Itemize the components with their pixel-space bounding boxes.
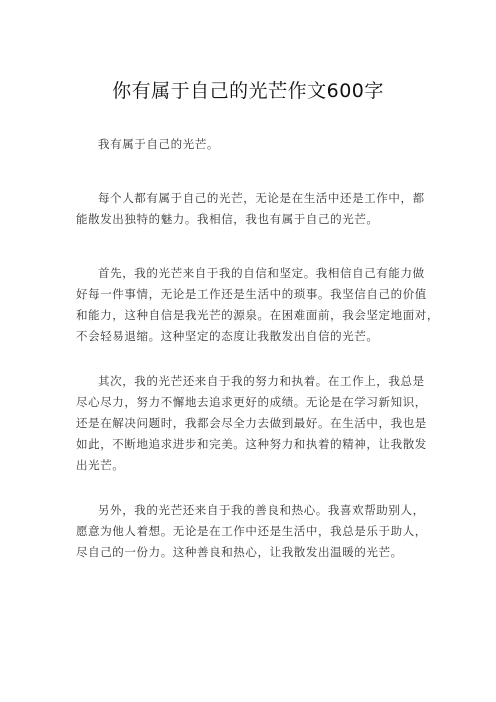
- paragraph-4-line-4: 如此，不断地追求进步和完美。这种努力和执着的精神，让我散发: [76, 437, 427, 451]
- paragraph-3-line-1: 首先，我的光芒来自于我的自信和坚定。我相信自己有能力做: [98, 266, 425, 280]
- paragraph-2-line-2: 能散发出独特的魅力。我相信，我也有属于自己的光芒。: [76, 212, 379, 226]
- paragraph-3-line-2: 好每一件事情，无论是工作还是生活中的琐事。我坚信自己的价值: [76, 287, 427, 301]
- paragraph-5-line-3: 尽自己的一份力。这种善良和热心，让我散发出温暖的光芒。: [76, 545, 403, 559]
- paragraph-5-line-2: 愿意为他人着想。无论是在工作中还是生活中，我总是乐于助人，: [76, 524, 427, 538]
- paragraph-4-line-1: 其次，我的光芒还来自于我的努力和执着。在工作上，我总是: [98, 374, 425, 388]
- document-body: [76, 0, 439, 702]
- paragraph-3-line-4: 不会轻易退缩。这种坚定的态度让我散发出自信的光芒。: [76, 329, 379, 343]
- paragraph-4-line-5: 出光芒。: [76, 458, 125, 472]
- paragraph-4-line-2: 尽心尽力，努力不懈地去追求更好的成绩。无论是在学习新知识，: [76, 395, 427, 409]
- document-title: 你有属于自己的光芒作文600字: [112, 80, 384, 102]
- paragraph-5-line-1: 另外，我的光芒还来自于我的善良和热心。我喜欢帮助别人，: [98, 503, 425, 517]
- paragraph-2-line-1: 每个人都有属于自己的光芒，无论是在生活中还是工作中，都: [98, 191, 425, 205]
- paragraph-3-line-3: 和能力，这种自信是我光芒的源泉。在困难面前，我会坚定地面对，: [76, 308, 439, 322]
- paragraph-4-line-3: 还是在解决问题时，我都会尽全力去做到最好。在生活中，我也是: [76, 416, 427, 430]
- paragraph-1-line-1: 我有属于自己的光芒。: [98, 137, 219, 151]
